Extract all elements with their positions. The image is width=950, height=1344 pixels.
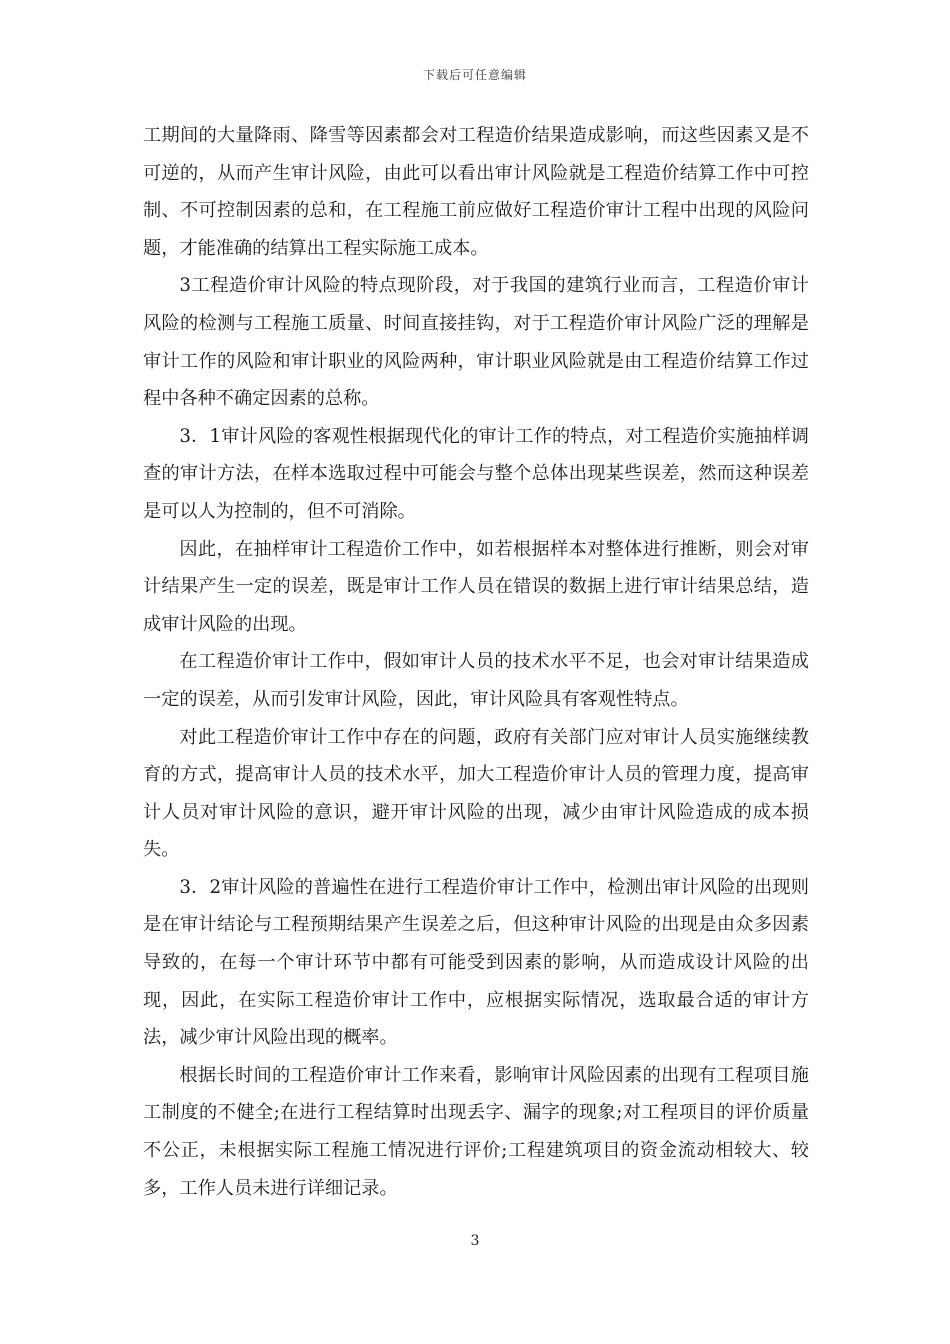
paragraph-sampling-error: 因此，在抽样审计工程造价工作中，如若根据样本对整体进行推断，则会对审计结果产生一定的误差，既是审计工作人员在错误的数据上进行审计结果总结，造成审计风险的出现。 <box>143 538 809 635</box>
page-header: 下载后可任意编辑 <box>422 68 527 82</box>
paragraph-risk-factors: 根据长时间的工程造价审计工作来看，影响审计风险因素的出现有工程项目施工制度的不健全;在进行工程结算时出现丢字、漏字的现象;对工程项目的评价质量不公正，未根据实际工程施工情况进行评价;工程建筑项目的资金流动相较大、较多，工作人员未进行详细记录。 <box>143 1064 809 1199</box>
paragraph-section-3-2: 3．2审计风险的普遍性在进行工程造价审计工作中，检测出审计风险的出现则是在审计结论与工程预期结果产生误差之后，但这种审计风险的出现是由众多因素导致的，在每一个审计环节中都有可能受到因素的影响，从而造成设计风险的出现，因此，在实际工程造价审计工作中，应根据实际情况，选取最合适的审计方法，减少审计风险出现的概率。 <box>143 876 809 1049</box>
document-body <box>143 117 809 1207</box>
paragraph-section-3-1: 3．1审计风险的客观性根据现代化的审计工作的特点，对工程造价实施抽样调查的审计方法，在样本选取过程中可能会与整个总体出现某些误差，然而这种误差是可以人为控制的，但不可消除。 <box>143 425 809 522</box>
paragraph-continuation: 工期间的大量降雨、降雪等因素都会对工程造价结果造成影响，而这些因素又是不可逆的，从而产生审计风险，由此可以看出审计风险就是工程造价结算工作中可控制、不可控制因素的总和，在工程施工前应做好工程造价审计工程中出现的风险问题，才能准确的结算出工程实际施工成本。 <box>143 125 809 259</box>
paragraph-education: 对此工程造价审计工作中存在的问题，政府有关部门应对审计人员实施继续教育的方式，提高审计人员的技术水平，加大工程造价审计人员的管理力度，提高审计人员对审计风险的意识，避开审计风险的出现，减少由审计风险造成的成本损失。 <box>143 726 809 861</box>
page-number: 3 <box>470 1233 480 1249</box>
paragraph-auditor-skill: 在工程造价审计工作中，假如审计人员的技术水平不足，也会对审计结果造成一定的误差，从而引发审计风险，因此，审计风险具有客观性特点。 <box>143 651 809 710</box>
paragraph-section-3: 3工程造价审计风险的特点现阶段，对于我国的建筑行业而言，工程造价审计风险的检测与工程施工质量、时间直接挂钩，对于工程造价审计风险广泛的理解是审计工作的风险和审计职业的风险两种，审计职业风险就是由工程造价结算工作过程中各种不确定因素的总称。 <box>143 275 809 410</box>
